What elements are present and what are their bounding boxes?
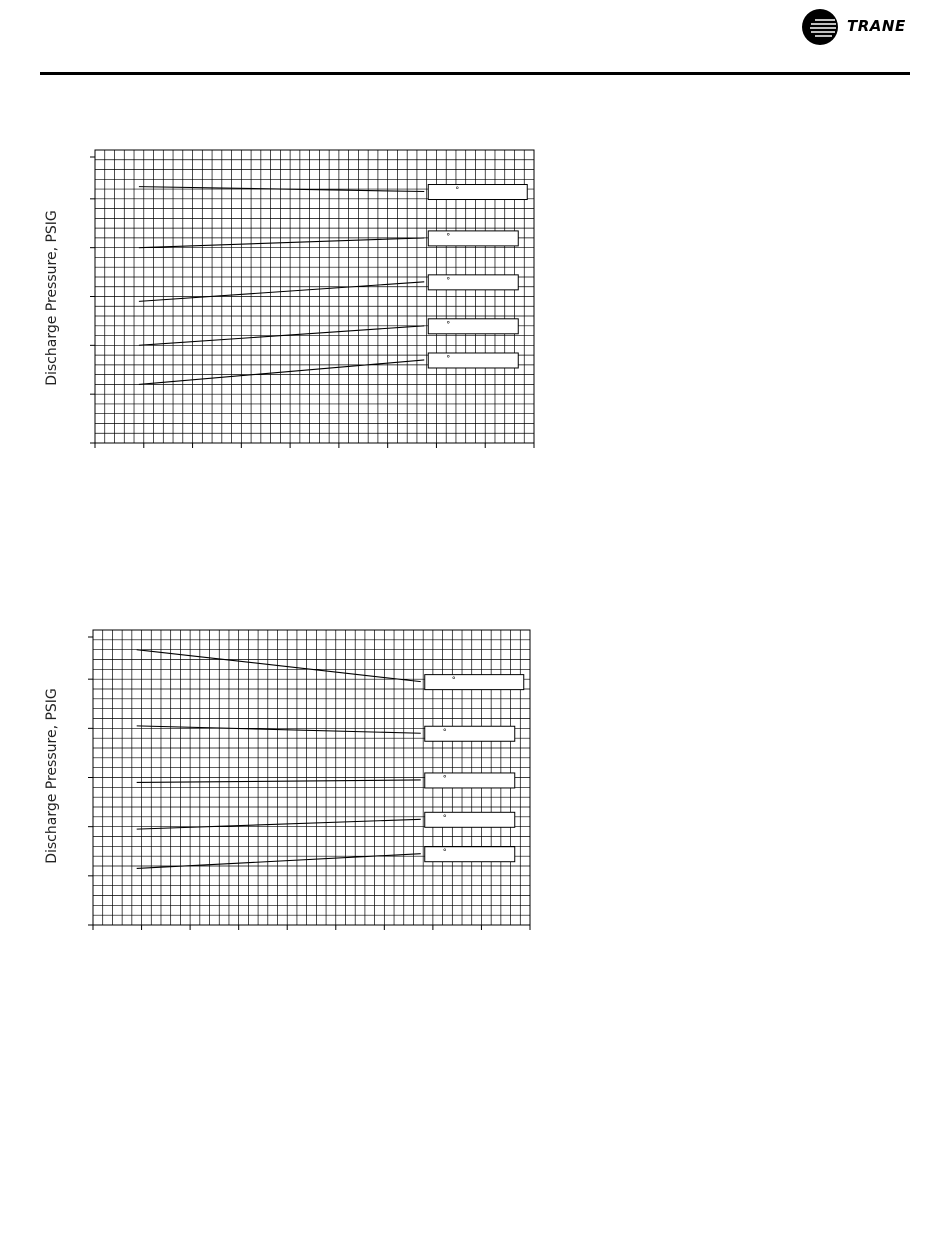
series-label-box-2 [425,726,515,741]
discharge-pressure-chart-1 [40,140,550,460]
series-label-marker-2: ° [442,727,447,737]
series-label-box-2 [428,231,518,246]
series-line-3 [139,282,424,302]
header-rule [40,72,910,75]
series-label-marker-2: ° [446,231,451,241]
trane-logo [801,8,911,46]
series-label-marker-5: ° [442,847,447,857]
brand-name: TRANE [847,17,906,35]
chart-plot [40,620,550,940]
series-label-box-5 [425,847,515,862]
series-line-5 [139,360,424,384]
series-label-box-1 [428,185,527,200]
chart-plot [40,140,550,460]
series-label-marker-4: ° [442,813,447,823]
series-label-box-4 [425,812,515,827]
y-axis-label: Discharge Pressure, PSIG [44,688,60,864]
series-label-box-3 [425,773,515,788]
series-line-1 [137,650,421,682]
series-line-4 [137,819,421,829]
y-axis-label: Discharge Pressure, PSIG [44,210,60,386]
series-label-box-1 [425,675,524,690]
trane-globe-icon [801,8,839,46]
series-label-box-3 [428,275,518,290]
discharge-pressure-chart-2 [40,620,550,940]
series-label-marker-3: ° [442,773,447,783]
series-label-box-5 [428,353,518,368]
series-label-marker-1: ° [451,675,456,685]
series-label-marker-3: ° [446,275,451,285]
series-label-marker-1: ° [455,185,460,195]
series-line-2 [137,726,421,733]
series-label-box-4 [428,319,518,334]
series-line-2 [139,238,424,248]
series-label-marker-5: ° [446,353,451,363]
series-label-marker-4: ° [446,319,451,329]
series-line-3 [137,780,421,782]
